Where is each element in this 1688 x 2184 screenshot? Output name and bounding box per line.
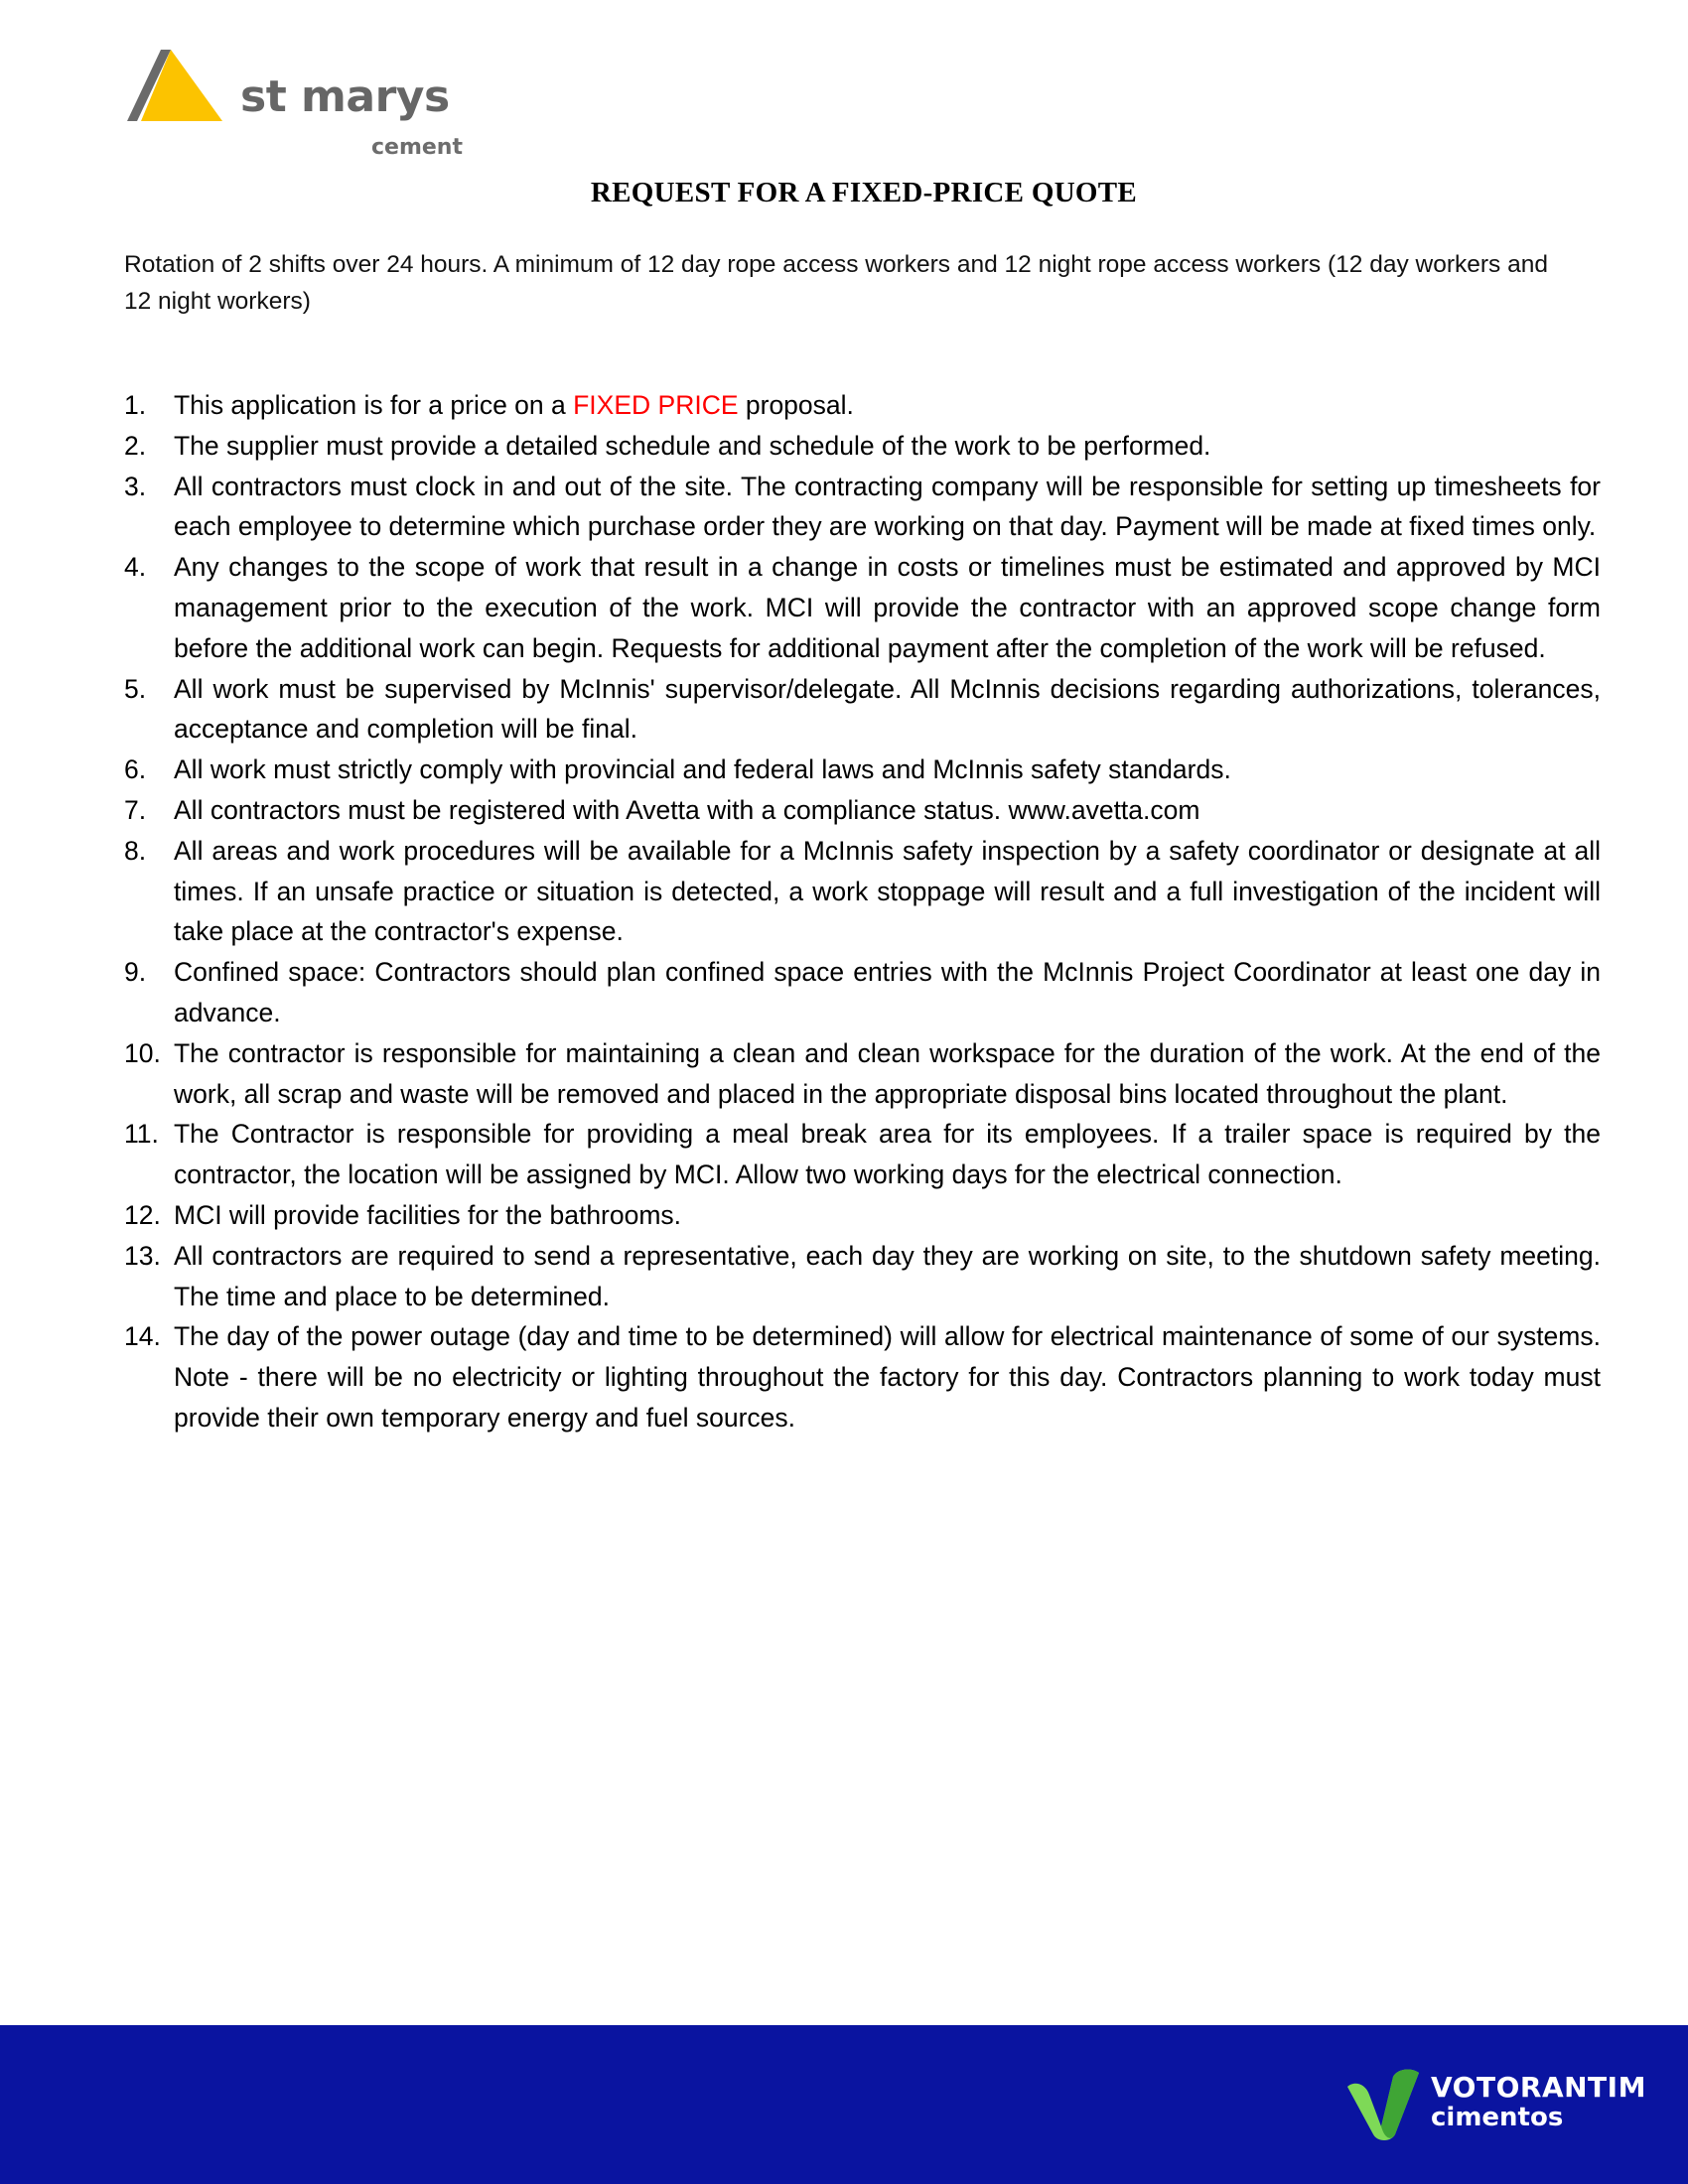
requirement-text: All contractors must be registered with Avetta with a compliance status. www.avetta.com (174, 794, 1200, 825)
requirement-text: Confined space: Contractors should plan confined space entries with the McInnis Project Coordinator at least one day in advance. (174, 957, 1601, 1027)
requirement-text: The supplier must provide a detailed schedule and schedule of the work to be performed. (174, 430, 1211, 461)
requirement-number: 7. (124, 794, 147, 825)
requirement-number: 14. (124, 1321, 161, 1352)
requirement-number: 9. (124, 957, 147, 988)
footer-brand-sub: cimentos (1431, 2103, 1564, 2132)
requirement-item (124, 547, 1601, 668)
requirement-text: All work must strictly comply with provincial and federal laws and McInnis safety standards. (174, 754, 1231, 785)
requirements-list (124, 385, 1601, 1438)
requirement-text: All work must be supervised by McInnis' supervisor/delegate. All McInnis decisions regarding authorizations, tolerances, acceptance and completion will be final. (174, 673, 1601, 745)
requirement-number: 3. (124, 471, 147, 501)
requirement-text: All areas and work procedures will be available for a McInnis safety inspection by a safety coordinator or designate at all times. If an unsafe practice or situation is detected, a work stoppage will result and a full investigation of the incident will take place at the contractor's expense. (174, 835, 1601, 947)
footer-band (0, 2025, 1688, 2184)
requirement-text: The day of the power outage (day and time to be determined) will allow for electrical maintenance of some of our systems. Note - there will be no electricity or lighting throughout the factory for this day. Contractors planning to work today must provide their own temporary energy and fuel sources. (174, 1321, 1601, 1433)
requirement-item (124, 750, 1601, 790)
requirement-text-end: proposal. (738, 390, 854, 420)
requirement-number: 10. (124, 1037, 161, 1068)
requirement-item (124, 669, 1601, 751)
logo-name: st marys (240, 71, 450, 122)
requirement-text: The Contractor is responsible for providing a meal break area for its employees. If a trailer space is required by the contractor, the location will be assigned by MCI. Allow two working days for the electrical connection. (174, 1119, 1601, 1190)
requirement-text: MCI will provide facilities for the bathrooms. (174, 1199, 682, 1230)
votorantim-v-icon (1345, 2065, 1423, 2142)
requirement-item (124, 1114, 1601, 1195)
requirement-text: All contractors must clock in and out of the site. The contracting company will be responsible for setting up timesheets for each employee to determine which purchase order they are working on that day. Payment will be made at fixed times only. (174, 471, 1601, 542)
st-marys-logo (127, 50, 485, 169)
requirement-number: 1. (124, 390, 147, 420)
intro-paragraph: Rotation of 2 shifts over 24 hours. A minimum of 12 day rope access workers and 12 night rope access workers (12 day workers and 12 night workers) (124, 251, 1548, 315)
requirement-number: 13. (124, 1240, 161, 1271)
requirement-item (124, 1236, 1601, 1317)
st-marys-triangle-icon (127, 50, 226, 121)
requirement-text: All contractors are required to send a representative, each day they are working on site, to the shutdown safety meeting. The time and place to be determined. (174, 1240, 1601, 1311)
requirement-item (124, 467, 1601, 548)
requirement-number: 5. (124, 673, 147, 704)
requirement-item (124, 385, 1601, 426)
requirement-text: Any changes to the scope of work that result in a change in costs or timelines must be estimated and approved by MCI management prior to the execution of the work. MCI will provide the contractor with an approved scope change form before the additional work can begin. Requests for additional payment after the completion of the work will be refused. (174, 552, 1601, 663)
requirement-number: 11. (124, 1119, 159, 1150)
requirement-item (124, 1316, 1601, 1437)
requirement-text: This application is for a price on a (174, 390, 574, 420)
votorantim-logo (1345, 2065, 1663, 2144)
document-title: REQUEST FOR A FIXED-PRICE QUOTE (590, 177, 1138, 208)
requirement-number: 12. (124, 1199, 161, 1230)
requirement-number: 8. (124, 835, 147, 866)
requirement-item (124, 831, 1601, 952)
requirement-number: 4. (124, 552, 147, 583)
requirement-text: The contractor is responsible for maintaining a clean and clean workspace for the duration of the work. At the end of the work, all scrap and waste will be removed and placed in the appropriate disposal bins located throughout the plant. (174, 1037, 1601, 1109)
requirement-number: 6. (124, 754, 147, 785)
logo-sub: cement (371, 135, 463, 160)
requirement-number: 2. (124, 430, 147, 461)
requirement-item (124, 952, 1601, 1033)
requirement-item (124, 1195, 1601, 1236)
fixed-price-highlight: FIXED PRICE (573, 390, 739, 420)
requirement-item (124, 426, 1601, 467)
requirement-item (124, 1033, 1601, 1115)
footer-brand-name: VOTORANTIM (1431, 2071, 1646, 2104)
requirement-item (124, 790, 1601, 831)
